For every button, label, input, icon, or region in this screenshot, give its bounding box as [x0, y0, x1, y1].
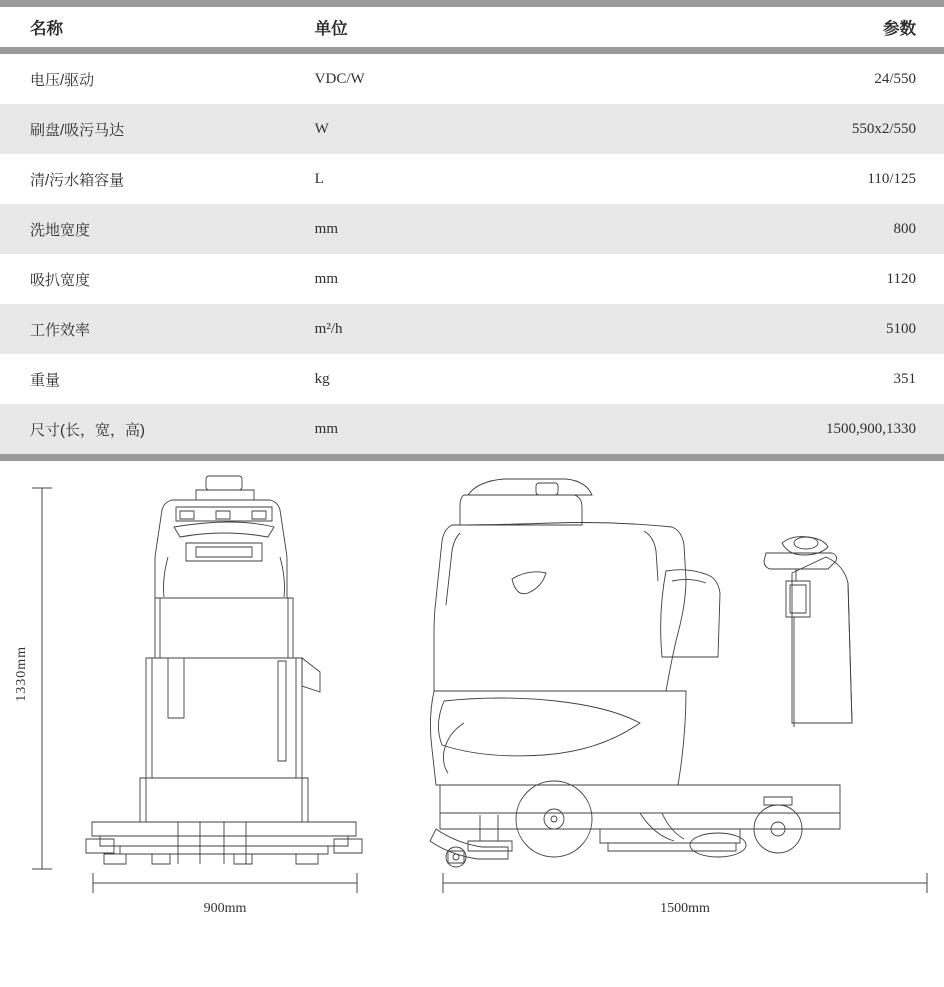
header-unit: 单位 [315, 7, 630, 47]
header-value: 参数 [629, 7, 944, 47]
row-unit: mm [315, 254, 630, 304]
drawing-canvas [0, 461, 944, 931]
table-row [0, 204, 944, 254]
height-dimension [32, 488, 52, 869]
row-name: 吸扒宽度 [0, 254, 315, 304]
row-value: 351 [629, 354, 944, 404]
front-width-dimension-label: 900mm [203, 901, 247, 916]
table-bottom-rule [0, 454, 944, 461]
row-name: 电压/驱动 [0, 54, 315, 104]
side-length-dimension-label: 1500mm [660, 901, 710, 916]
row-name: 洗地宽度 [0, 204, 315, 254]
row-name: 刷盘/吸污马达 [0, 104, 315, 154]
row-unit: m²/h [315, 304, 630, 354]
row-value: 800 [629, 204, 944, 254]
row-value: 550x2/550 [629, 104, 944, 154]
row-name: 工作效率 [0, 304, 315, 354]
row-unit: mm [315, 204, 630, 254]
dimension-drawing [0, 461, 944, 971]
front-view-machine [86, 476, 362, 864]
row-value: 1500,900,1330 [629, 404, 944, 454]
row-value: 5100 [629, 304, 944, 354]
row-value: 110/125 [629, 154, 944, 204]
row-unit: L [315, 154, 630, 204]
table-row [0, 354, 944, 404]
table-header-rule [0, 47, 944, 54]
front-width-dimension [93, 873, 357, 893]
row-name: 重量 [0, 354, 315, 404]
table-row [0, 254, 944, 304]
table-row [0, 404, 944, 454]
row-value: 1120 [629, 254, 944, 304]
table-body [0, 0, 944, 461]
side-length-dimension [443, 873, 927, 893]
row-unit: kg [315, 354, 630, 404]
row-name: 清/污水箱容量 [0, 154, 315, 204]
side-view-machine [430, 479, 852, 867]
rule-cell [0, 454, 944, 461]
specification-table [0, 0, 944, 461]
row-unit: mm [315, 404, 630, 454]
row-name: 尺寸(长，宽，高) [0, 404, 315, 454]
table-top-rule [0, 0, 944, 7]
rule-cell [0, 0, 944, 7]
table-row [0, 304, 944, 354]
table-header-row [0, 7, 944, 47]
row-unit: W [315, 104, 630, 154]
table-row [0, 54, 944, 104]
height-dimension-label: 1330mm [14, 646, 29, 702]
rule-cell [0, 47, 944, 54]
row-value: 24/550 [629, 54, 944, 104]
header-name: 名称 [0, 7, 315, 47]
table-row [0, 154, 944, 204]
row-unit: VDC/W [315, 54, 630, 104]
table-row [0, 104, 944, 154]
